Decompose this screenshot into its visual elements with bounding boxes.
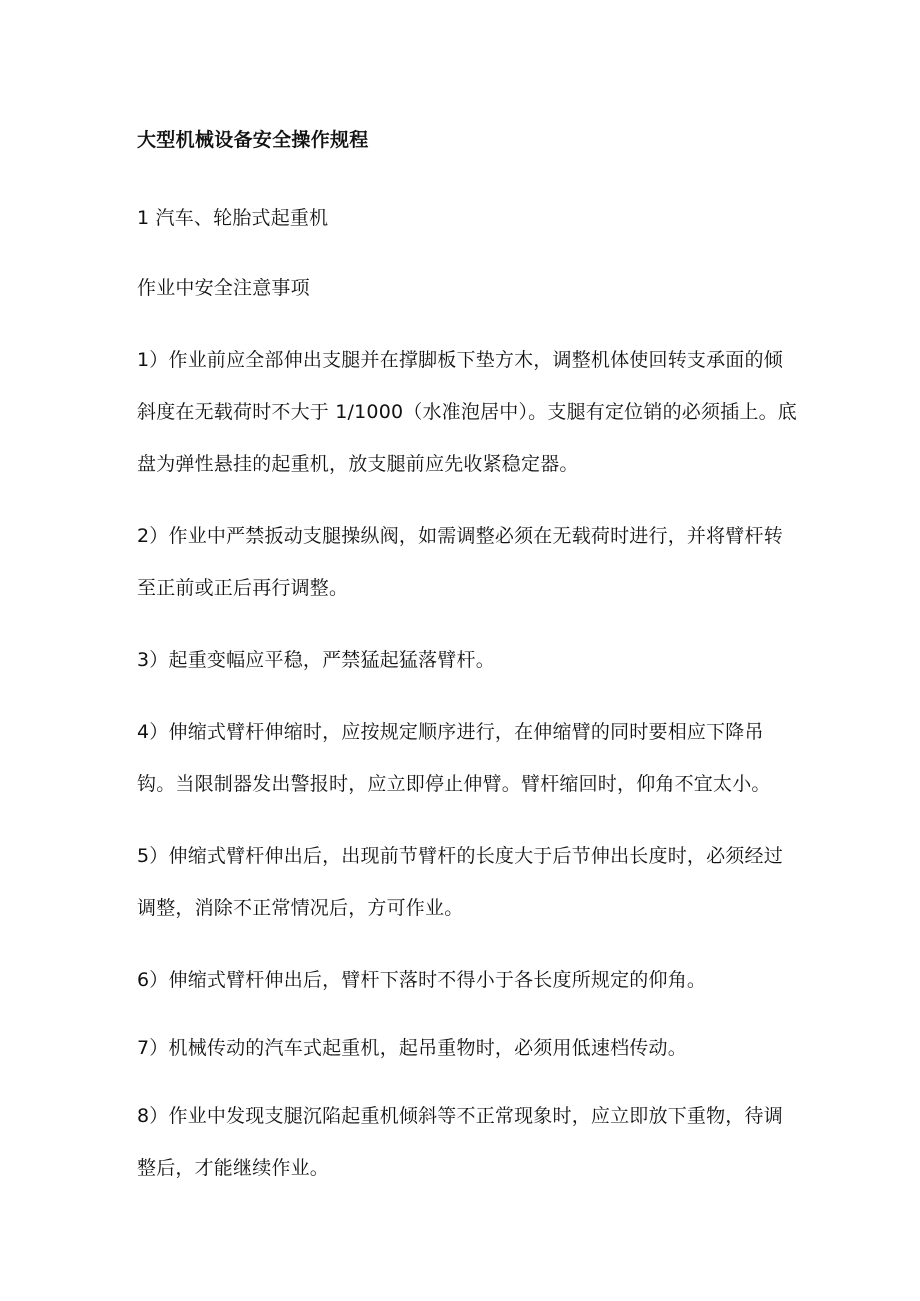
section-heading: 1 汽车、轮胎式起重机 [137,207,329,229]
paragraph-5: 5）伸缩式臂杆伸出后，出现前节臂杆的长度大于后节伸出长度时，必须经过调整，消除不正常情况后，方可作业。 [137,845,783,919]
paragraph-1: 1）作业前应全部伸出支腿并在撑脚板下垫方木，调整机体使回转支承面的倾斜度在无载荷时不大于 1/1000（水准泡居中）。支腿有定位销的必须插上。底盘为弹性悬挂的起重机，放支腿前应先收紧稳定器。 [137,349,797,475]
document-body [137,124,797,1194]
paragraph-6: 6）伸缩式臂杆伸出后，臂杆下落时不得小于各长度所规定的仰角。 [137,969,707,991]
paragraph-4: 4）伸缩式臂杆伸缩时，应按规定顺序进行，在伸缩臂的同时要相应下降吊钩。当限制器发出警报时，应立即停止伸臂。臂杆缩回时，仰角不宜太小。 [137,721,771,795]
subheading: 作业中安全注意事项 [137,277,310,299]
paragraph-8: 8）作业中发现支腿沉陷起重机倾斜等不正常现象时，应立即放下重物，待调整后，才能继续作业。 [137,1105,783,1179]
document-title: 大型机械设备安全操作规程 [137,129,369,151]
paragraph-3: 3）起重变幅应平稳，严禁猛起猛落臂杆。 [137,649,495,671]
paragraph-7: 7）机械传动的汽车式起重机，起吊重物时，必须用低速档传动。 [137,1037,687,1059]
paragraph-2: 2）作业中严禁扳动支腿操纵阀，如需调整必须在无载荷时进行，并将臂杆转至正前或正后再行调整。 [137,525,783,599]
